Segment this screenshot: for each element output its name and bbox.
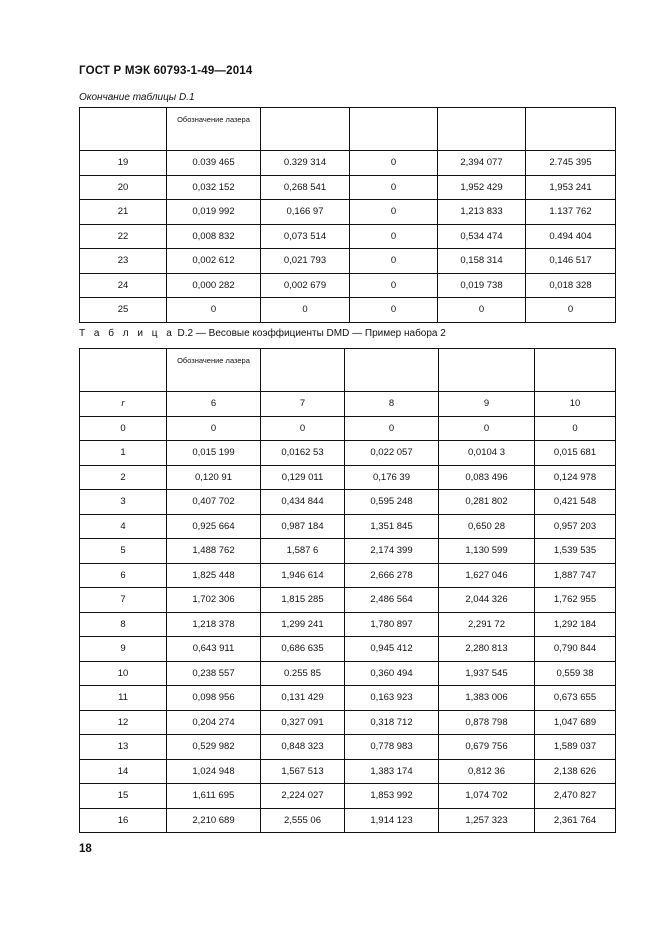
column-header-row [80, 392, 616, 417]
table-cell: 1,024 948 [167, 759, 261, 784]
table-cell: 1,589 037 [535, 735, 616, 760]
table-row [80, 539, 616, 564]
table-cell: 2,291 72 [439, 612, 535, 637]
table-cell: 2,394 077 [438, 151, 526, 176]
table-cell: 0 [350, 151, 438, 176]
table-cell: 7 [80, 588, 167, 613]
table-cell: 6 [80, 563, 167, 588]
table-cell: 0,595 248 [345, 490, 439, 515]
table-cell: 0,848 323 [261, 735, 345, 760]
table-cell: 0 [350, 273, 438, 298]
table-cell: 1,946 614 [261, 563, 345, 588]
table-d1-caption: Окончание таблицы D.1 [79, 92, 195, 103]
table-cell: 0,032 152 [167, 175, 261, 200]
table-cell: 8 [80, 612, 167, 637]
table-cell: 12 [80, 710, 167, 735]
table-cell: 0.329 314 [261, 151, 350, 176]
table-cell: 0,146 517 [526, 249, 616, 274]
table-cell: 1,780 897 [345, 612, 439, 637]
table-cell: 0,407 702 [167, 490, 261, 515]
caption-title: D.2 — Весовые коэффициенты DMD — Пример набора 2 [174, 328, 446, 339]
column-header-cell: r [80, 392, 167, 417]
table-cell: 1,383 174 [345, 759, 439, 784]
table-cell: 0,281 802 [439, 490, 535, 515]
table-cell: 0,318 712 [345, 710, 439, 735]
table-cell: 2,486 564 [345, 588, 439, 613]
table-cell: 0,778 983 [345, 735, 439, 760]
table-cell: 0,000 282 [167, 273, 261, 298]
table-row [80, 441, 616, 466]
table-cell: 0,559 38 [535, 661, 616, 686]
table-cell: 1,292 184 [535, 612, 616, 637]
table-cell: 0 [438, 298, 526, 323]
document-id: ГОСТ Р МЭК 60793-1-49—2014 [79, 65, 253, 77]
table-cell: 0,650 28 [439, 514, 535, 539]
table-cell: 0,812 36 [439, 759, 535, 784]
table-cell: 0 [526, 298, 616, 323]
table-cell: 1,218 378 [167, 612, 261, 637]
table-cell: 0,120 91 [167, 465, 261, 490]
table-cell: 0,021 793 [261, 249, 350, 274]
table-cell: 22 [80, 224, 167, 249]
table-cell: 1,383 006 [439, 686, 535, 711]
table-cell: 25 [80, 298, 167, 323]
table-cell: 5 [80, 539, 167, 564]
table-cell: 0,643 911 [167, 637, 261, 662]
header-cell [345, 349, 439, 392]
table-cell: 21 [80, 200, 167, 225]
column-header-cell: 10 [535, 392, 616, 417]
table-row [80, 735, 616, 760]
table-cell: 0,015 681 [535, 441, 616, 466]
table-cell: 2,224 027 [261, 784, 345, 809]
table-cell: 16 [80, 808, 167, 833]
table-cell: 0 [167, 298, 261, 323]
table-cell: 2,470 827 [535, 784, 616, 809]
table-cell: 0,002 679 [261, 273, 350, 298]
table-cell: 23 [80, 249, 167, 274]
table-header-row [80, 108, 616, 151]
table-cell: 1,567 513 [261, 759, 345, 784]
table-cell: 0 [345, 416, 439, 441]
table-cell: 1,627 046 [439, 563, 535, 588]
table-cell: 1,953 241 [526, 175, 616, 200]
table-cell: 0,529 982 [167, 735, 261, 760]
table-row [80, 249, 616, 274]
table-cell: 0 [439, 416, 535, 441]
laser-designation-label: Обозначение лазера [167, 108, 261, 151]
caption-table-word: Т а б л и ц а [79, 328, 175, 339]
table-cell: 0,019 738 [438, 273, 526, 298]
table-cell: 9 [80, 637, 167, 662]
table-row [80, 661, 616, 686]
table-cell: 0,945 412 [345, 637, 439, 662]
table-d2 [79, 348, 616, 833]
table-cell: 0,679 756 [439, 735, 535, 760]
column-header-cell: 8 [345, 392, 439, 417]
table-cell: 1,762 955 [535, 588, 616, 613]
table-cell: 1,815 285 [261, 588, 345, 613]
table-row [80, 224, 616, 249]
table-cell: 0,957 203 [535, 514, 616, 539]
table-cell: 3 [80, 490, 167, 515]
table-row [80, 686, 616, 711]
table-row [80, 759, 616, 784]
table-cell: 0,019 992 [167, 200, 261, 225]
column-header-cell: 7 [261, 392, 345, 417]
table-cell: 2,555 06 [261, 808, 345, 833]
table-cell: 0,0104 3 [439, 441, 535, 466]
table-cell: 0,421 548 [535, 490, 616, 515]
table-row [80, 784, 616, 809]
table-row [80, 465, 616, 490]
table-cell: 0,878 798 [439, 710, 535, 735]
table-cell: 0,124 978 [535, 465, 616, 490]
table-cell: 11 [80, 686, 167, 711]
table-cell: 1,914 123 [345, 808, 439, 833]
table-cell: 1,488 762 [167, 539, 261, 564]
page-number: 18 [79, 843, 92, 855]
table-cell: 1,702 306 [167, 588, 261, 613]
table-cell: 24 [80, 273, 167, 298]
table-cell: 0 [167, 416, 261, 441]
table-cell: 0,204 274 [167, 710, 261, 735]
table-cell: 0.255 85 [261, 661, 345, 686]
header-cell [438, 108, 526, 151]
header-cell [526, 108, 616, 151]
table-cell: 2,666 278 [345, 563, 439, 588]
table-row [80, 151, 616, 176]
table-cell: 14 [80, 759, 167, 784]
table-cell: 1,887 747 [535, 563, 616, 588]
header-cell [80, 108, 167, 151]
table-cell: 2,210 689 [167, 808, 261, 833]
table-cell: 0,434 844 [261, 490, 345, 515]
table-cell: 20 [80, 175, 167, 200]
column-header-cell: 9 [439, 392, 535, 417]
table-cell: 0,673 655 [535, 686, 616, 711]
header-cell [439, 349, 535, 392]
table-cell: 0,987 184 [261, 514, 345, 539]
header-cell [80, 349, 167, 392]
table-header-row [80, 349, 616, 392]
table-row [80, 298, 616, 323]
table-cell: 0,022 057 [345, 441, 439, 466]
header-cell [261, 108, 350, 151]
laser-designation-label: Обозначение лазера [167, 349, 261, 392]
table-cell: 0 [350, 200, 438, 225]
table-cell: 0,129 011 [261, 465, 345, 490]
table-cell: 0,002 612 [167, 249, 261, 274]
table-cell: 15 [80, 784, 167, 809]
table-cell: 1,937 545 [439, 661, 535, 686]
table-d2-caption [79, 328, 446, 339]
table-cell: 0,131 429 [261, 686, 345, 711]
table-cell: 0.494 404 [526, 224, 616, 249]
table-cell: 2,280 813 [439, 637, 535, 662]
table-row [80, 710, 616, 735]
table-row [80, 273, 616, 298]
table-cell: 0,163 923 [345, 686, 439, 711]
table-cell: 0,073 514 [261, 224, 350, 249]
table-cell: 1,952 429 [438, 175, 526, 200]
table-row [80, 637, 616, 662]
table-cell: 1,130 599 [439, 539, 535, 564]
table-cell: 2 [80, 465, 167, 490]
table-cell: 19 [80, 151, 167, 176]
table-cell: 1,213 833 [438, 200, 526, 225]
table-cell: 0 [80, 416, 167, 441]
table-cell: 0,083 496 [439, 465, 535, 490]
table-row [80, 588, 616, 613]
table-row [80, 514, 616, 539]
table-cell: 4 [80, 514, 167, 539]
table-cell: 0 [350, 298, 438, 323]
table-cell: 1,299 241 [261, 612, 345, 637]
table-cell: 0 [350, 249, 438, 274]
table-cell: 0,534 474 [438, 224, 526, 249]
table-cell: 2,361 764 [535, 808, 616, 833]
table-cell: 0.039 465 [167, 151, 261, 176]
table-cell: 1,587 6 [261, 539, 345, 564]
table-cell: 0,008 832 [167, 224, 261, 249]
table-cell: 0 [350, 175, 438, 200]
table-cell: 1.137 762 [526, 200, 616, 225]
table-row [80, 563, 616, 588]
table-row [80, 175, 616, 200]
table-cell: 2,138 626 [535, 759, 616, 784]
table-row [80, 200, 616, 225]
table-row [80, 808, 616, 833]
table-row [80, 490, 616, 515]
table-cell: 2,174 399 [345, 539, 439, 564]
table-cell: 0,0162 53 [261, 441, 345, 466]
table-cell: 1,074 702 [439, 784, 535, 809]
header-cell [535, 349, 616, 392]
table-cell: 0,158 314 [438, 249, 526, 274]
table-cell: 1 [80, 441, 167, 466]
table-cell: 2,044 326 [439, 588, 535, 613]
table-cell: 1,047 689 [535, 710, 616, 735]
header-cell [261, 349, 345, 392]
table-cell: 2.745 395 [526, 151, 616, 176]
table-row [80, 612, 616, 637]
table-cell: 0,327 091 [261, 710, 345, 735]
table-cell: 0 [535, 416, 616, 441]
table-cell: 0,925 664 [167, 514, 261, 539]
table-cell: 13 [80, 735, 167, 760]
table-cell: 0,686 635 [261, 637, 345, 662]
table-cell: 1,351 845 [345, 514, 439, 539]
table-cell: 0 [261, 298, 350, 323]
table-cell: 10 [80, 661, 167, 686]
table-cell: 0,018 328 [526, 273, 616, 298]
table-cell: 1,611 695 [167, 784, 261, 809]
table-cell: 0,238 557 [167, 661, 261, 686]
table-cell: 0 [350, 224, 438, 249]
header-cell [350, 108, 438, 151]
column-header-cell: 6 [167, 392, 261, 417]
table-cell: 0,166 97 [261, 200, 350, 225]
table-cell: 1,825 448 [167, 563, 261, 588]
table-cell: 0,015 199 [167, 441, 261, 466]
table-cell: 0,098 956 [167, 686, 261, 711]
table-cell: 0,790 844 [535, 637, 616, 662]
table-cell: 0,360 494 [345, 661, 439, 686]
table-cell: 1,853 992 [345, 784, 439, 809]
table-row [80, 416, 616, 441]
table-cell: 1,539 535 [535, 539, 616, 564]
table-cell: 0,268 541 [261, 175, 350, 200]
table-d1 [79, 107, 616, 323]
table-cell: 1,257 323 [439, 808, 535, 833]
table-cell: 0 [261, 416, 345, 441]
table-cell: 0,176 39 [345, 465, 439, 490]
